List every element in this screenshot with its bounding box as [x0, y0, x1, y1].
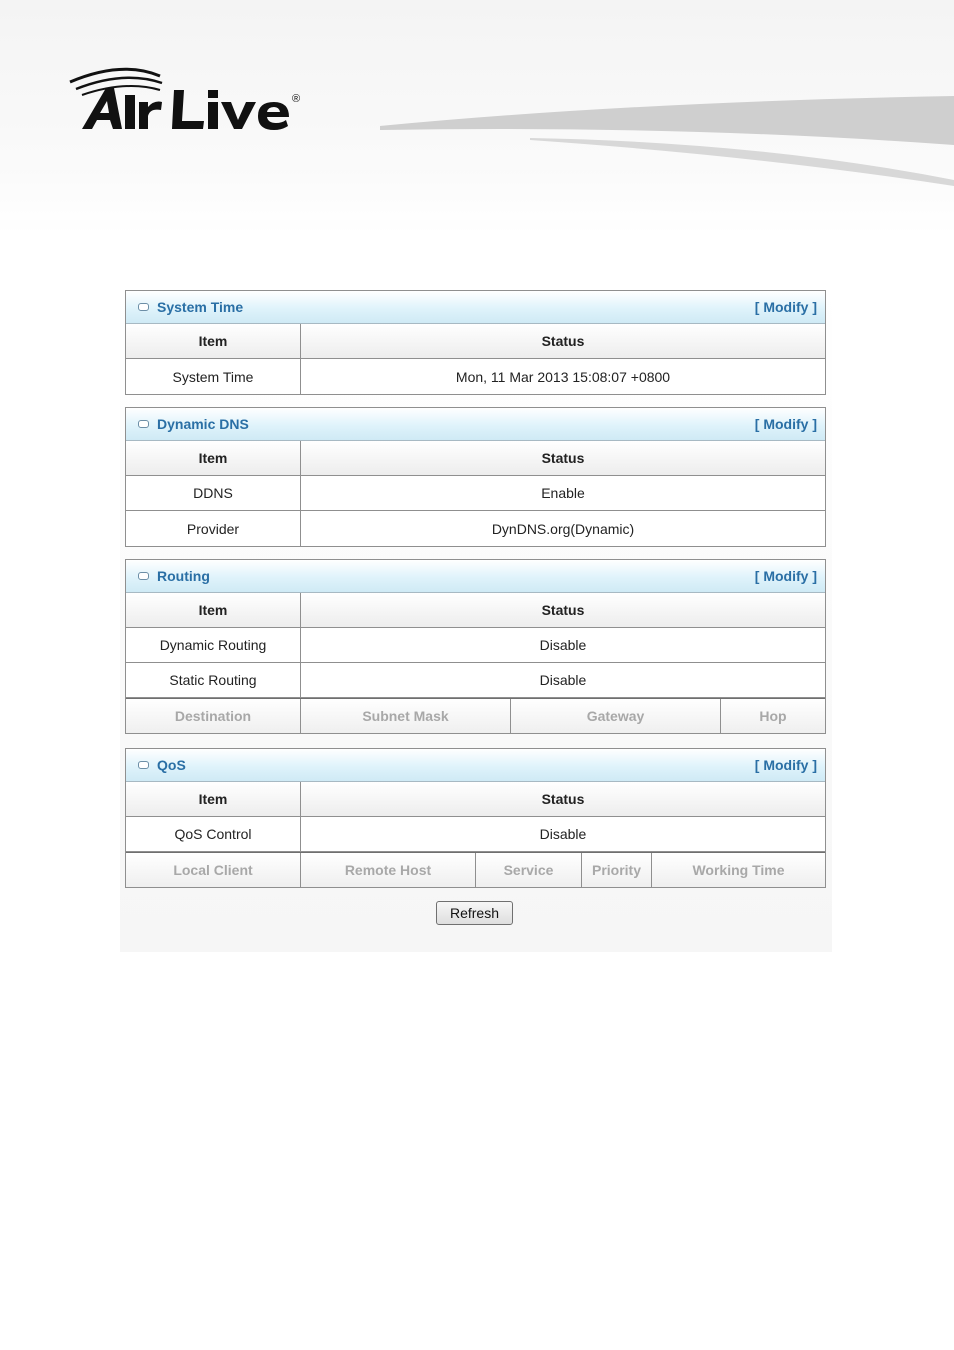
header-swoosh [380, 90, 954, 200]
column-header-priority: Priority [582, 853, 652, 887]
column-header-item: Item [126, 441, 301, 475]
column-header-item: Item [126, 593, 301, 627]
column-header-gateway: Gateway [511, 699, 721, 733]
modify-qos-link[interactable]: [ Modify ] [754, 757, 817, 773]
row-item: Static Routing [126, 663, 301, 697]
table-row [126, 663, 825, 698]
qos-panel [125, 748, 826, 888]
qos-rule-header-row [126, 852, 825, 887]
row-status: Mon, 11 Mar 2013 15:08:07 +0800 [455, 368, 671, 385]
table-row [126, 359, 825, 394]
airlive-logo [62, 62, 322, 142]
modify-system-time-link[interactable]: [ Modify ] [754, 299, 817, 315]
column-header-subnet-mask: Subnet Mask [301, 699, 511, 733]
column-header-item: Item [126, 782, 301, 816]
column-header-status: Status [541, 333, 585, 349]
table-header-row [126, 593, 825, 628]
column-header-item: Item [126, 324, 301, 358]
row-item: Dynamic Routing [126, 628, 301, 662]
row-item: QoS Control [126, 817, 301, 851]
panel-title: Routing [157, 568, 210, 584]
row-item: Provider [126, 511, 301, 546]
page-header [0, 0, 954, 235]
bullet-icon [138, 572, 149, 580]
bullet-icon [138, 420, 149, 428]
bullet-icon [138, 303, 149, 311]
table-header-row [126, 324, 825, 359]
registered-mark: ® [292, 93, 301, 105]
table-row [126, 476, 825, 511]
panel-header [126, 408, 825, 441]
table-header-row [126, 441, 825, 476]
column-header-working-time: Working Time [692, 862, 785, 878]
refresh-button[interactable]: Refresh [436, 901, 513, 925]
table-row [126, 511, 825, 546]
row-status: DynDNS.org(Dynamic) [491, 520, 635, 537]
modify-ddns-link[interactable]: [ Modify ] [754, 416, 817, 432]
row-status: Disable [539, 826, 587, 842]
bullet-icon [138, 761, 149, 769]
column-header-service: Service [476, 853, 582, 887]
row-status: Disable [539, 672, 587, 688]
static-route-header-row [126, 698, 825, 733]
column-header-remote-host: Remote Host [301, 853, 476, 887]
panel-header [126, 560, 825, 593]
column-header-status: Status [541, 791, 585, 807]
panel-title: QoS [157, 757, 186, 773]
row-item: System Time [126, 359, 301, 394]
table-row [126, 817, 825, 852]
column-header-hop: Hop [759, 708, 787, 724]
row-item: DDNS [126, 476, 301, 510]
panel-header [126, 291, 825, 324]
modify-routing-link[interactable]: [ Modify ] [754, 568, 817, 584]
row-status: Disable [539, 637, 587, 653]
column-header-local-client: Local Client [126, 853, 301, 887]
row-status: Enable [541, 485, 585, 501]
panel-title: Dynamic DNS [157, 416, 249, 432]
column-header-status: Status [541, 450, 585, 466]
dynamic-dns-panel [125, 407, 826, 547]
table-row [126, 628, 825, 663]
panel-header [126, 749, 825, 782]
table-header-row [126, 782, 825, 817]
routing-panel [125, 559, 826, 734]
panel-title: System Time [157, 299, 244, 315]
column-header-status: Status [541, 602, 585, 618]
system-time-panel [125, 290, 826, 395]
column-header-destination: Destination [126, 699, 301, 733]
